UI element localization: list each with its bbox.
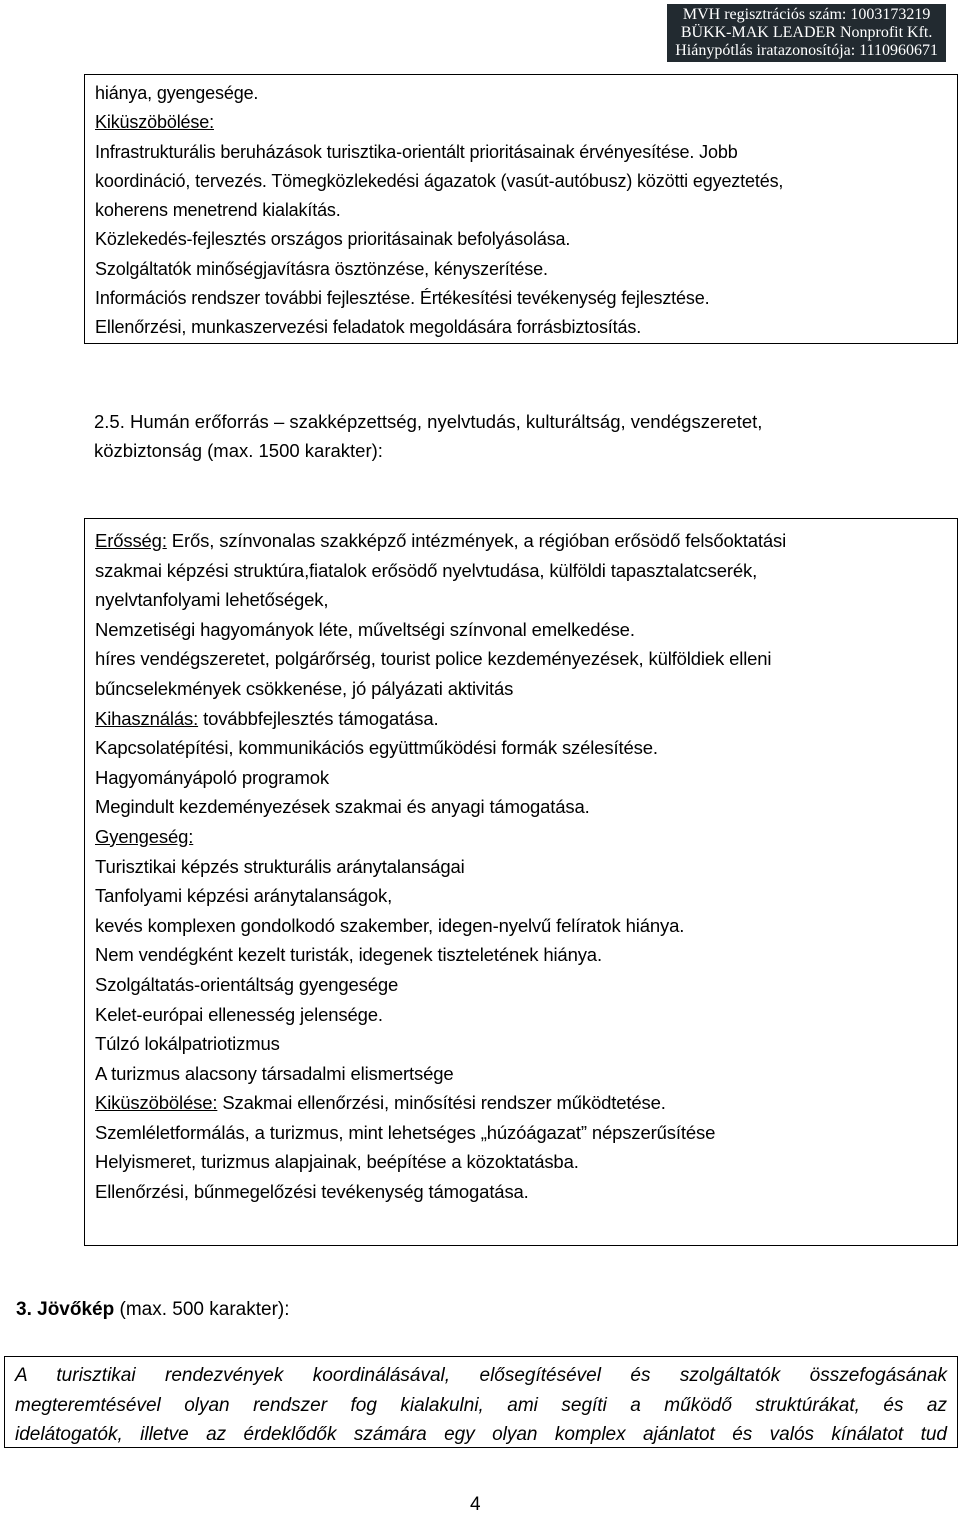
page-number: 4 — [470, 1494, 481, 1515]
text-line: koherens menetrend kialakítás. — [95, 200, 341, 221]
text-line: Információs rendszer további fejlesztése. Értékesítési tevékenység fejlesztése. — [95, 288, 710, 309]
text-line: Helyismeret, turizmus alapjainak, beépítése a közoktatásba. — [95, 1151, 579, 1173]
text-line: koordináció, tervezés. Tömegközlekedési ágazatok (vasút-autóbusz) közötti egyeztetés, — [95, 170, 784, 191]
text-line: Infrastrukturális beruházások turisztika-orientált prioritásainak érvényesítése. Jobb — [95, 141, 738, 162]
section-title-line: közbiztonság (max. 1500 karakter): — [94, 440, 383, 461]
section-3-title — [16, 1296, 290, 1324]
erosseg-text: Erős, színvonalas szakképző intézmények, a régióban erősödő felsőoktatási — [166, 530, 787, 551]
registration-number: MVH regisztrációs szám: 1003173219 — [682, 6, 931, 23]
text-line: Hagyományápoló programok — [95, 766, 329, 788]
document-id: Hiánypótlás iratazonosítója: 1110960671 — [675, 42, 938, 59]
text-line: Szemléletformálás, a turizmus, mint lehetséges „húzóágazat” népszerűsítése — [95, 1121, 716, 1143]
section-3-rest: (max. 500 karakter): — [114, 1299, 290, 1320]
text-line: szakmai képzési struktúra,fiatalok erősödő nyelvtudása, külföldi tapasztalatcserék, — [95, 559, 758, 581]
text-line: idelátogatók, illetve az érdeklődők számára egy olyan komplex ajánlatot és valós kínálatot tud — [15, 1424, 947, 1445]
text-line: Nem vendégként kezelt turisták, idegenek tiszteletének hiánya. — [95, 944, 602, 966]
text-line: Ellenőrzési, munkaszervezési feladatok megoldására forrásbiztosítás. — [95, 317, 642, 338]
gyengeseg-label: Gyengeség: — [95, 825, 194, 847]
document-header — [667, 4, 946, 62]
kihasznalas-label: Kihasználás: — [95, 707, 199, 729]
text-line: Nemzetiségi hagyományok léte, műveltségi színvonal emelkedése. — [95, 618, 635, 640]
text-line: Megindult kezdeményezések szakmai és anyagi támogatása. — [95, 796, 590, 818]
text-line: híres vendégszeretet, polgárőrség, tourist police kezdeményezések, külföldiek elleni — [95, 648, 772, 670]
section-2-5-title — [94, 407, 954, 465]
text-line: Közlekedés-fejlesztés országos prioritásainak befolyásolása. — [95, 229, 571, 250]
text-line: Szolgáltatók minőségjavításra ösztönzése, kényszerítése. — [95, 258, 548, 279]
text-line: Kelet-európai ellenesség jelensége. — [95, 1003, 383, 1025]
section-title-line: 2.5. Humán erőforrás – szakképzettség, nyelvtudás, kulturáltság, vendégszeretet, — [94, 411, 763, 432]
kikuszobolese-line — [95, 1088, 947, 1118]
human-resources-box — [84, 518, 958, 1246]
text-line: A turisztikai rendezvények koordinálásával, elősegítésével és szolgáltatók összefogásának — [15, 1365, 947, 1386]
kikuszobolese-text: Szakmai ellenőrzési, minősítési rendszer működtetése. — [217, 1092, 666, 1114]
section-3-bold: 3. Jövőkép — [16, 1299, 115, 1320]
text-line: Kapcsolatépítési, kommunikációs együttműködési formák szélesítése. — [95, 737, 658, 759]
text-line: hiánya, gyengesége. — [95, 83, 259, 103]
text-line: Szolgáltatás-orientáltság gyengesége — [95, 973, 399, 995]
vision-box — [4, 1356, 958, 1448]
organization-name: BÜKK-MAK LEADER Nonprofit Kft. — [680, 24, 933, 41]
text-line: Tanfolyami képzési aránytalanságok, — [95, 885, 393, 907]
infrastructure-box — [84, 74, 958, 344]
kikuszobolese-heading: Kiküszöbölése: — [95, 112, 214, 133]
kihasznalas-text: továbbfejlesztés támogatása. — [198, 707, 439, 729]
text-line: A turizmus alacsony társadalmi elismertsége — [95, 1062, 454, 1084]
text-line: Túlzó lokálpatriotizmus — [95, 1033, 280, 1055]
erosseg-label: Erősség: — [95, 530, 167, 551]
text-line: Ellenőrzési, bűnmegelőzési tevékenység támogatása. — [95, 1181, 529, 1203]
text-line: megteremtésével olyan rendszer fog kialakulni, ami segíti a működő struktúrákat, és az — [15, 1394, 947, 1416]
text-line: Turisztikai képzés strukturális aránytalanságai — [95, 855, 465, 877]
text-line: kevés komplexen gondolkodó szakember, idegen-nyelvű felíratok hiánya. — [95, 914, 685, 936]
text-line: nyelvtanfolyami lehetőségek, — [95, 589, 329, 611]
erosseg-line — [95, 526, 947, 556]
text-line: bűncselekmények csökkenése, jó pályázati aktivitás — [95, 677, 514, 699]
kikuszobolese-label: Kiküszöbölése: — [95, 1092, 218, 1114]
kihasznalas-line — [95, 704, 947, 734]
